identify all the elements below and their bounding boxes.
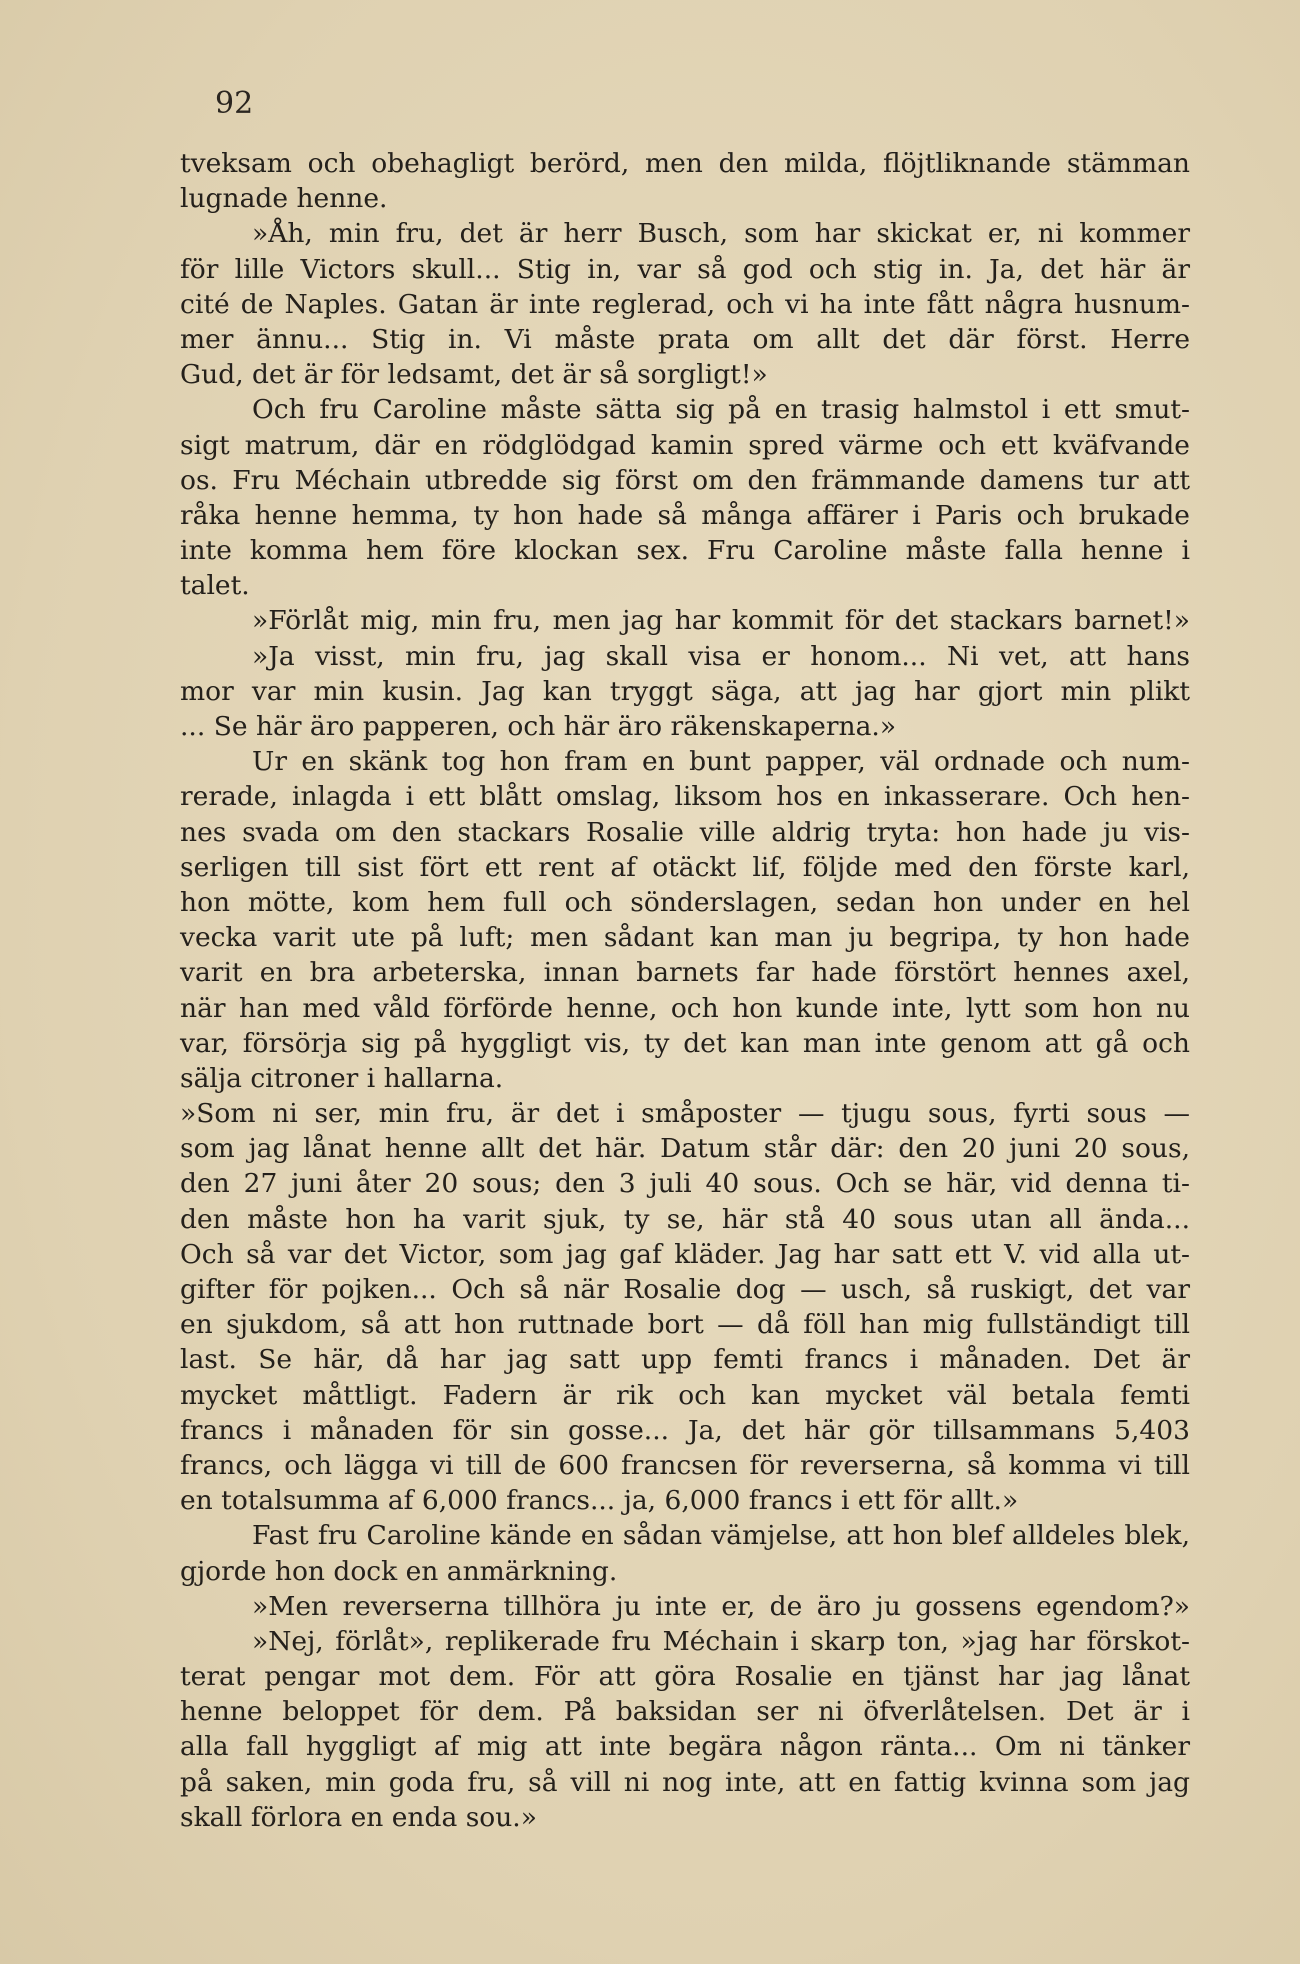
text-line: var, försörja sig på hyggligt vis, ty det kan man inte genom att gå och <box>180 1027 1190 1059</box>
text-line: ... Se här äro papperen, och här äro räkenskaperna.» <box>180 711 897 742</box>
text-line: inte komma hem före klockan sex. Fru Caroline måste falla henne i <box>180 535 1190 567</box>
text-line: serligen till sist fört ett rent af otäckt lif, följde med den förste karl, <box>180 851 1190 883</box>
page-number: 92 <box>215 86 254 121</box>
text-line: Och så var det Victor, som jag gaf kläder. Jag har satt ett V. vid alla ut- <box>180 1238 1190 1270</box>
text-line: os. Fru Méchain utbredde sig först om den främmande damens tur att <box>180 464 1190 496</box>
text-line: varit en bra arbeterska, innan barnets far hade förstört hennes axel, <box>180 957 1190 989</box>
text-line: »Ja visst, min fru, jag skall visa er honom... Ni vet, att hans <box>252 640 1190 672</box>
text-line: Ur en skänk tog hon fram en bunt papper, väl ordnade och num- <box>252 746 1190 778</box>
text-line: nes svada om den stackars Rosalie ville aldrig tryta: hon hade ju vis- <box>180 816 1190 848</box>
text-line: på saken, min goda fru, så vill ni nog inte, att en fattig kvinna som jag <box>180 1766 1190 1798</box>
text-line: som jag lånat henne allt det här. Datum står där: den 20 juni 20 sous, <box>180 1133 1190 1165</box>
text-line: »Förlåt mig, min fru, men jag har kommit för det stackars barnet!» <box>252 605 1190 637</box>
text-line: tveksam och obehagligt berörd, men den milda, flöjtliknande stämman <box>180 148 1190 179</box>
text-line: mer ännu... Stig in. Vi måste prata om allt det där först. Herre <box>180 323 1190 355</box>
text-line: skall förlora en enda sou.» <box>180 1801 537 1833</box>
text-line: när han med våld förförde henne, och hon kunde inte, lytt som hon nu <box>180 992 1190 1024</box>
text-line: terat pengar mot dem. För att göra Rosalie en tjänst har jag lånat <box>180 1661 1190 1693</box>
text-line: för lille Victors skull... Stig in, var så god och stig in. Ja, det här är <box>180 253 1190 285</box>
text-line: francs i månaden för sin gosse... Ja, det här gör tillsammans 5,403 <box>180 1414 1190 1446</box>
text-line: hon mötte, kom hem full och sönderslagen, sedan hon under en hel <box>180 886 1190 918</box>
text-line: sälja citroner i hallarna. <box>180 1062 504 1094</box>
text-line: last. Se här, då har jag satt upp femti francs i månaden. Det är <box>180 1344 1190 1376</box>
text-line: den måste hon ha varit sjuk, ty se, här stå 40 sous utan all ända... <box>180 1203 1190 1235</box>
text-line: vecka varit ute på luft; men sådant kan man ju begripa, ty hon hade <box>180 922 1190 954</box>
text-line: en totalsumma af 6,000 francs... ja, 6,000 francs i ett för allt.» <box>180 1485 1019 1517</box>
text-line: rerade, inlagda i ett blått omslag, liksom hos en inkasserare. Och hen- <box>180 781 1190 813</box>
text-line: den 27 juni åter 20 sous; den 3 juli 40 sous. Och se här, vid denna ti- <box>180 1168 1190 1200</box>
text-line: henne beloppet för dem. På baksidan ser ni öfverlåtelsen. Det är i <box>180 1696 1190 1728</box>
text-line: Gud, det är för ledsamt, det är så sorgligt!» <box>180 359 768 391</box>
text-line: »Men reverserna tillhöra ju inte er, de äro ju gossens egendom?» <box>252 1590 1190 1622</box>
text-line: råka henne hemma, ty hon hade så många affärer i Paris och brukade <box>180 499 1190 531</box>
text-line: gjorde hon dock en anmärkning. <box>180 1555 618 1587</box>
text-line: alla fall hyggligt af mig att inte begära någon ränta... Om ni tänker <box>180 1731 1190 1763</box>
text-line: sigt matrum, där en rödglödgad kamin spred värme och ett kväfvande <box>180 429 1190 461</box>
text-line: Fast fru Caroline kände en sådan vämjelse, att hon blef alldeles blek, <box>252 1520 1190 1552</box>
body-text <box>180 146 1190 1835</box>
text-line: lugnade henne. <box>180 183 388 215</box>
text-line: »Som ni ser, min fru, är det i småposter — tjugu sous, fyrti sous — <box>180 1098 1190 1130</box>
text-line: »Åh, min fru, det är herr Busch, som har skickat er, ni kommer <box>252 218 1190 250</box>
text-line: mor var min kusin. Jag kan tryggt säga, att jag har gjort min plikt <box>180 675 1190 707</box>
text-line: mycket måttligt. Fadern är rik och kan mycket väl betala femti <box>180 1379 1190 1411</box>
text-line: Och fru Caroline måste sätta sig på en trasig halmstol i ett smut- <box>252 394 1190 426</box>
text-line: talet. <box>180 570 250 602</box>
text-line: gifter för pojken... Och så när Rosalie dog — usch, så ruskigt, det var <box>180 1274 1190 1305</box>
text-line: »Nej, förlåt», replikerade fru Méchain i skarp ton, »jag har förskot- <box>252 1625 1190 1657</box>
text-line: en sjukdom, så att hon ruttnade bort — då föll han mig fullständigt till <box>180 1309 1190 1341</box>
text-line: cité de Naples. Gatan är inte reglerad, och vi ha inte fått några husnum- <box>180 288 1190 320</box>
text-line: francs, och lägga vi till de 600 francsen för reverserna, så komma vi till <box>180 1449 1190 1481</box>
